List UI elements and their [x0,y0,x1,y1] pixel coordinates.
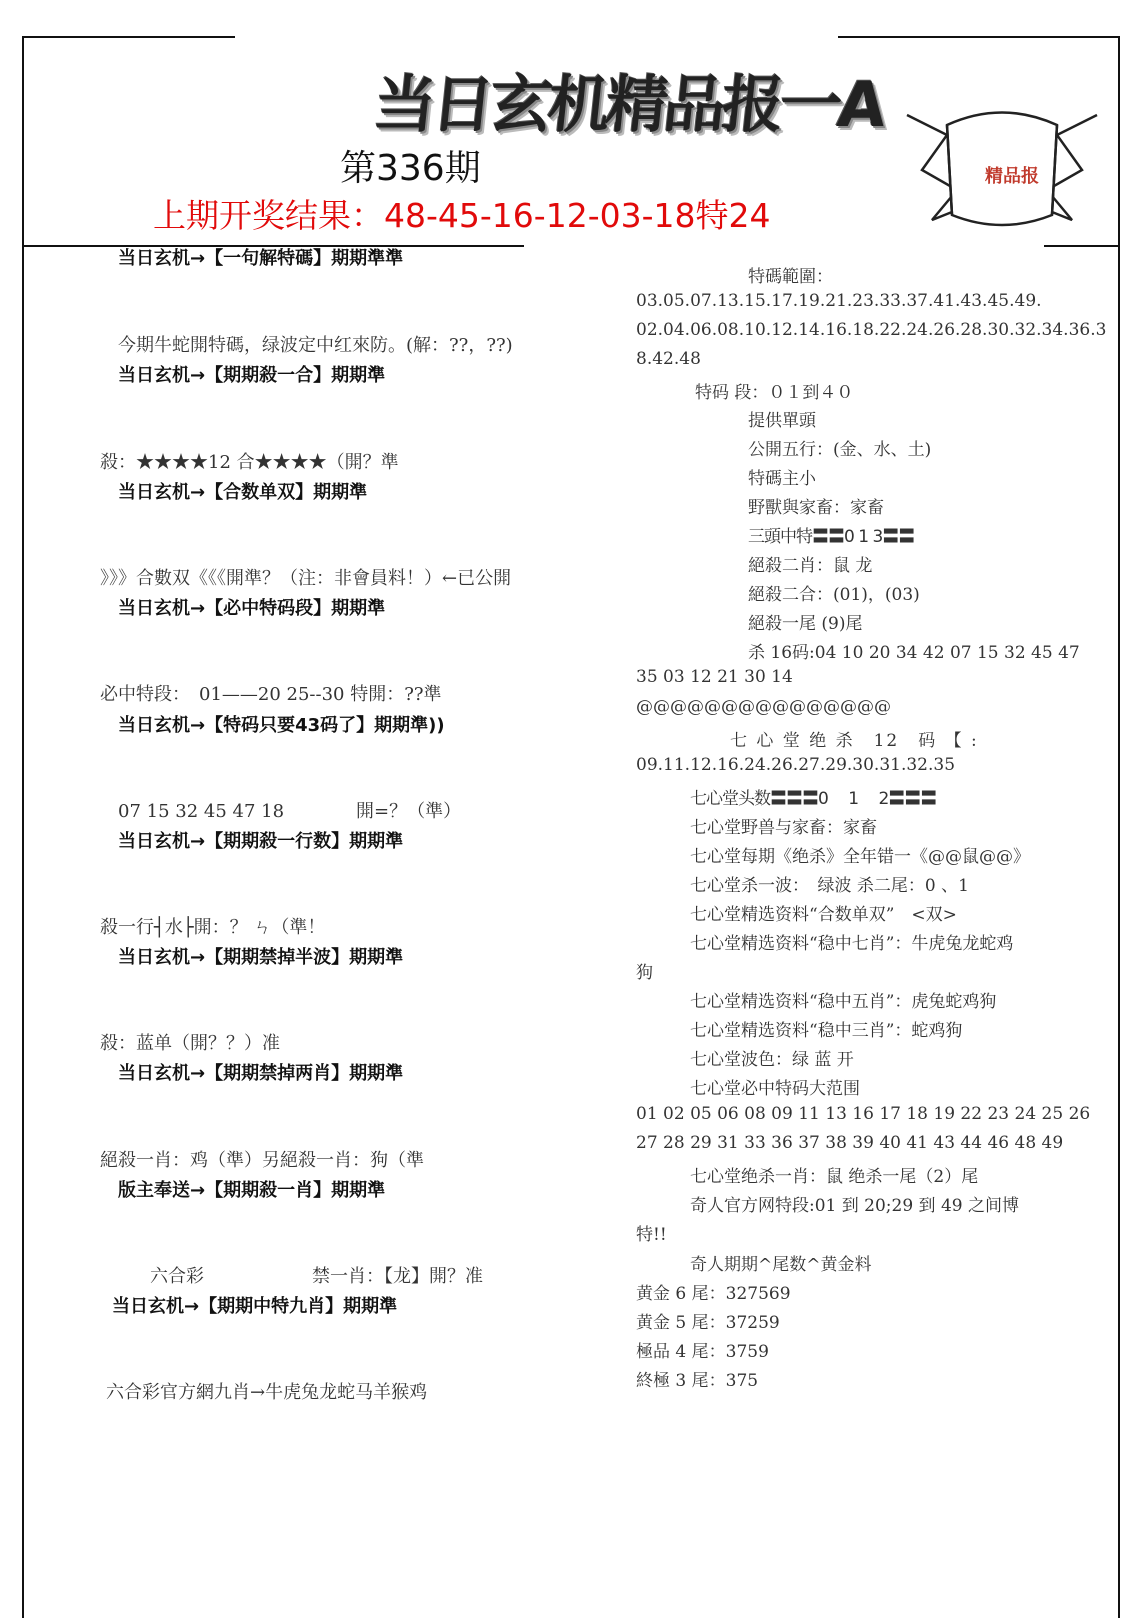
section-line: 殺一行┤水├開：？ ㄣ（準！ [100,917,326,938]
qxt-big: 七心堂必中特码大范围 [690,1079,860,1099]
qxt-kill12: 七 心 堂 绝 杀 12 码 【 : [730,731,979,751]
big-range-line: 01 02 05 06 08 09 11 13 16 17 18 19 22 23 24 25 26 [636,1104,1091,1124]
kill-two-combo: 絕殺二合：(01)，(03) [748,585,920,605]
section-title: 当日玄机→【必中特码段】期期準 [118,598,386,619]
range-line: 02.04.06.08.10.12.14.16.18.22.24.26.28.30.32.34.36.3 [636,320,1107,340]
section-title: 当日玄机→【一句解特碼】期期準準 [118,248,404,269]
section-title: 当日玄机→【期期殺一行数】期期準 [118,831,404,852]
big-range-line: 27 28 29 31 33 36 37 38 39 40 41 43 44 46 48 49 [636,1133,1064,1153]
at-row: @@@@@@@@@@@@@@@ [636,697,891,717]
qxt-color: 七心堂波色：绿 蓝 开 [690,1050,854,1070]
frame-right [1118,36,1120,1618]
qxt-five: 七心堂精选资料“稳中五肖”：虎兔蛇鸡狗 [690,992,997,1012]
qxt-each: 七心堂每期《绝杀》全年错一《@@鼠@@》 [690,847,1030,867]
section-title: 当日玄机→【合数单双】期期準 [118,482,368,503]
last-result: 上期开奖结果：48-45-16-12-03-18特24 [153,196,771,235]
section-line: 必中特段： 01——20 25--30 特開：??準 [100,684,442,705]
single-head: 提供單頭 [748,411,816,431]
qxt-seven: 七心堂精选资料“稳中七肖”：牛虎兔龙蛇鸡 [690,934,1014,954]
three-heads: 三頭中特〓〓0 1 3〓〓 [748,527,915,547]
section-title: 当日玄机→【期期殺一合】期期準 [118,365,386,386]
qxt-combo: 七心堂精选资料“合数单双” <双> [690,905,957,925]
section-line: 絕殺一肖：鸡（準）另絕殺一肖：狗（準 [100,1150,424,1171]
section-line: 殺：★★★★12 合★★★★（開？準 [100,452,399,473]
wild-domestic: 野獸與家畜：家畜 [748,498,884,518]
qiren-segment: 奇人官方网特段:01 到 20;29 到 49 之间博 [690,1196,1020,1216]
frame-top-right [838,36,1120,38]
banner-title: 当日玄机精品报一A [370,68,886,141]
section-line: 07 15 32 45 47 18 開=？（準） [118,801,462,822]
issue-number: 第336期 [340,148,481,189]
qxt-wave: 七心堂杀一波： 绿波 杀二尾：0 、1 [690,876,969,896]
qxt-seven-cont: 狗 [636,963,653,983]
kill-two-zodiac: 絕殺二肖：鼠 龙 [748,556,873,576]
qxt-kill12-nums: 09.11.12.16.24.26.27.29.30.31.32.35 [636,755,956,775]
section-line: 六合彩官方網九肖→牛虎兔龙蛇马羊猴鸡 [106,1382,428,1403]
final3: 終極 3 尾：375 [636,1371,759,1391]
frame-left [22,36,24,1618]
qiren-segment-cont: 特!! [636,1225,667,1245]
gold6: 黄金 6 尾：327569 [636,1284,791,1304]
section-title: 版主奉送→【期期殺一肖】期期準 [118,1180,386,1201]
kill-one-tail: 絕殺一尾 (9)尾 [748,614,863,634]
kill16-line: 杀 16码:04 10 20 34 42 07 15 32 45 47 [748,643,1080,663]
section-title: 当日玄机→【期期中特九肖】期期準 [112,1296,398,1317]
five-elements: 公開五行：(金、水、土) [748,440,932,460]
section-line: 六合彩 禁一肖：【龙】開？准 [150,1266,483,1287]
qxt-wild: 七心堂野兽与家畜：家畜 [690,818,877,838]
kill16-line: 35 03 12 21 30 14 [636,667,793,687]
segment: 特码 段：０１到４０ [695,383,854,403]
range-title: 特碼範圍： [748,267,833,287]
range-line: 03.05.07.13.15.17.19.21.23.33.37.41.43.45.49. [636,291,1042,311]
section-title: 当日玄机→【特码只要43码了】期期準)) [118,715,445,736]
range-line: 8.42.48 [636,349,701,369]
qxt-kill-one: 七心堂绝杀一肖：鼠 绝杀一尾（2）尾 [690,1167,979,1187]
header-divider-right [1044,245,1120,247]
section-title: 当日玄机→【期期禁掉两肖】期期準 [118,1063,404,1084]
section-line: 殺：蓝单（開？？）准 [100,1033,280,1054]
frame-top-left [22,36,235,38]
qxt-head: 七心堂头数〓〓〓0 1 2〓〓〓 [690,789,937,809]
gold5: 黄金 5 尾：37259 [636,1313,780,1333]
qxt-three: 七心堂精选资料“稳中三肖”：蛇鸡狗 [690,1021,963,1041]
badge-label: 精品报 [985,166,1039,187]
section-line: 今期牛蛇開特碼，绿波定中红來防。(解：??，??) [118,335,513,356]
section-title: 当日玄机→【期期禁掉半波】期期準 [118,947,404,968]
best4: 極品 4 尾：3759 [636,1342,769,1362]
qiren-title: 奇人期期^尾数^黄金料 [690,1255,872,1275]
size: 特碼主小 [748,469,816,489]
section-line: 》》》合數双《《《開準？（注：非會員料！）←已公開 [100,568,512,589]
